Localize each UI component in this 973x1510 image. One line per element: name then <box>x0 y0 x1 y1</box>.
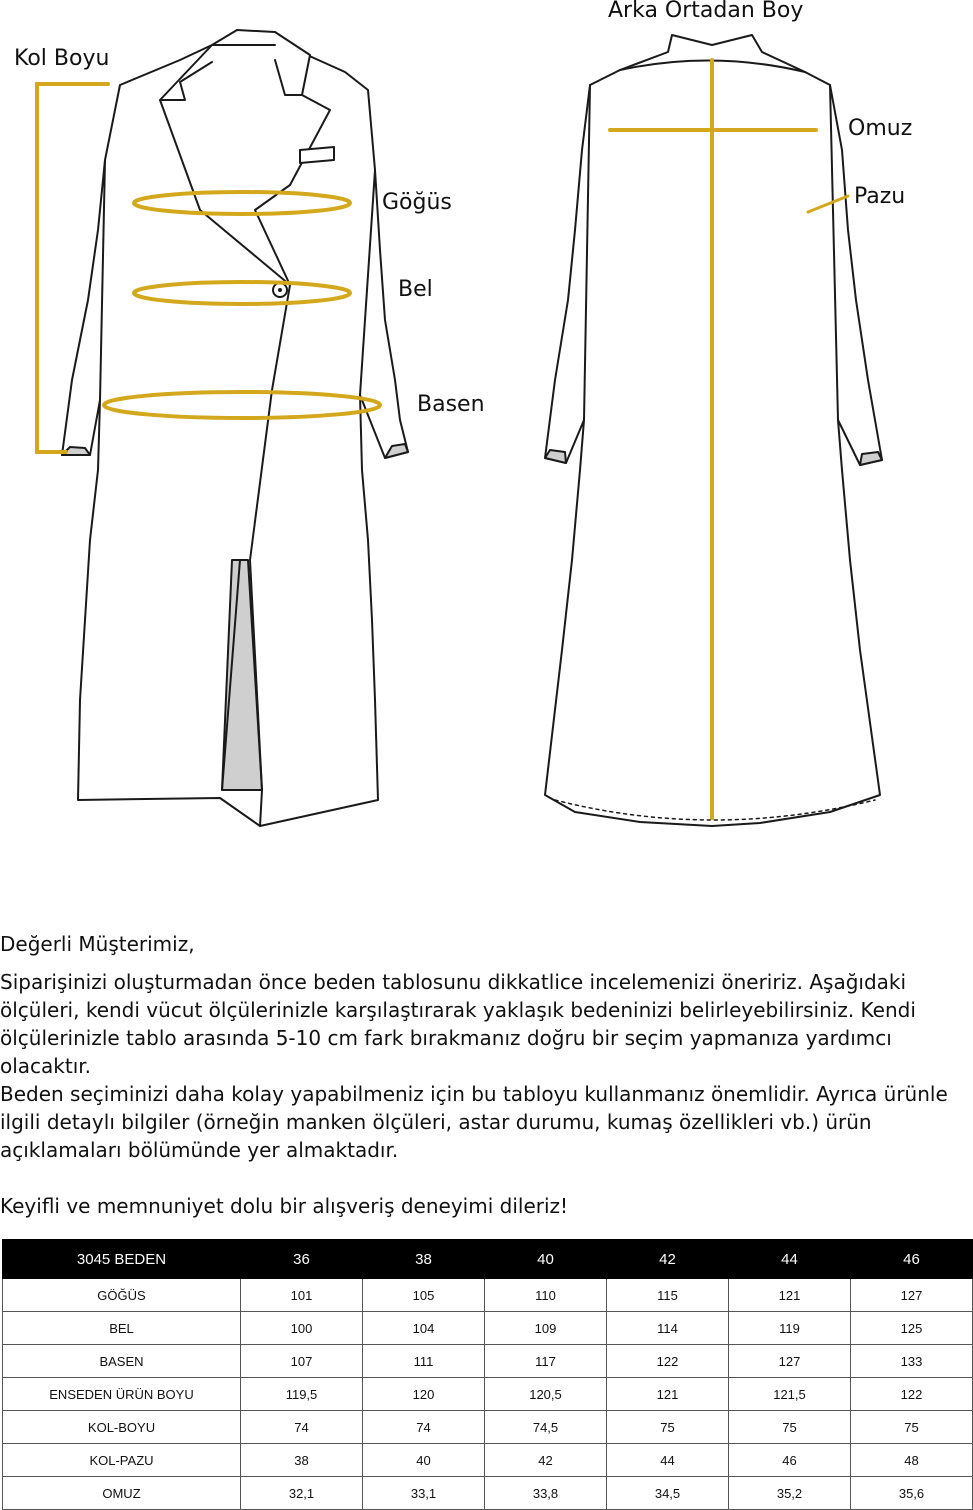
table-cell: 122 <box>851 1378 973 1411</box>
table-cell: 44 <box>607 1444 729 1477</box>
label-kol-boyu: Kol Boyu <box>14 46 110 71</box>
table-cell: BASEN <box>3 1345 241 1378</box>
table-cell: KOL-BOYU <box>3 1411 241 1444</box>
table-cell: 121 <box>607 1378 729 1411</box>
table-cell: 74 <box>241 1411 363 1444</box>
label-pazu: Pazu <box>854 184 906 209</box>
table-cell: 75 <box>851 1411 973 1444</box>
table-cell: 121 <box>729 1279 851 1312</box>
table-row <box>3 1312 973 1345</box>
table-cell: 121,5 <box>729 1378 851 1411</box>
advice-paragraph-1: Siparişinizi oluşturmadan önce beden tablosunu dikkatlice incelemenizi öneririz. Aşağıdaki ölçüleri, kendi vücut ölçülerinizle karşılaştırarak yaklaşık bedeninizi belirleyebilirsiniz. Kendi ölçülerinizle tablo arasında 5-10 cm fark bırakmanız doğru bir seçim yapmanıza yardımcı olacaktır. <box>0 970 916 1078</box>
table-cell: 120 <box>363 1378 485 1411</box>
table-cell: 38 <box>241 1444 363 1477</box>
label-basen: Basen <box>417 392 485 417</box>
table-cell: 115 <box>607 1279 729 1312</box>
table-header-cell: 38 <box>363 1240 485 1279</box>
label-bel: Bel <box>398 277 433 302</box>
table-cell: 32,1 <box>241 1477 363 1510</box>
table-cell: 117 <box>485 1345 607 1378</box>
info-text <box>0 930 973 1220</box>
greeting-text: Değerli Müşterimiz, <box>0 932 195 956</box>
table-row <box>3 1477 973 1510</box>
table-header-cell: 44 <box>729 1240 851 1279</box>
table-cell: 110 <box>485 1279 607 1312</box>
table-cell: 127 <box>851 1279 973 1312</box>
table-cell: 104 <box>363 1312 485 1345</box>
table-cell: 107 <box>241 1345 363 1378</box>
table-header-row <box>3 1240 973 1279</box>
table-cell: OMUZ <box>3 1477 241 1510</box>
front-coat-drawing <box>62 30 408 826</box>
table-cell: 48 <box>851 1444 973 1477</box>
table-cell: ENSEDEN ÜRÜN BOYU <box>3 1378 241 1411</box>
table-cell: 33,1 <box>363 1477 485 1510</box>
table-row <box>3 1345 973 1378</box>
table-cell: 75 <box>607 1411 729 1444</box>
table-cell: 119 <box>729 1312 851 1345</box>
label-arka-ortadan-boy: Arka Ortadan Boy <box>608 0 804 23</box>
table-cell: 127 <box>729 1345 851 1378</box>
table-cell: 111 <box>363 1345 485 1378</box>
table-header-cell: 36 <box>241 1240 363 1279</box>
table-cell: 114 <box>607 1312 729 1345</box>
closing-text: Keyifli ve memnuniyet dolu bir alışveriş deneyimi dileriz! <box>0 1194 569 1218</box>
table-cell: 119,5 <box>241 1378 363 1411</box>
table-header-cell: 42 <box>607 1240 729 1279</box>
table-cell: 33,8 <box>485 1477 607 1510</box>
size-chart-table <box>2 1239 973 1510</box>
table-header-cell: 3045 BEDEN <box>3 1240 241 1279</box>
table-cell: 122 <box>607 1345 729 1378</box>
table-cell: 101 <box>241 1279 363 1312</box>
table-cell: 133 <box>851 1345 973 1378</box>
table-cell: 46 <box>729 1444 851 1477</box>
table-cell: 125 <box>851 1312 973 1345</box>
table-cell: 35,2 <box>729 1477 851 1510</box>
table-cell: 100 <box>241 1312 363 1345</box>
table-cell: 75 <box>729 1411 851 1444</box>
table-cell: 74 <box>363 1411 485 1444</box>
table-cell: 105 <box>363 1279 485 1312</box>
table-header-cell: 40 <box>485 1240 607 1279</box>
table-cell: 120,5 <box>485 1378 607 1411</box>
table-cell: 35,6 <box>851 1477 973 1510</box>
table-cell: BEL <box>3 1312 241 1345</box>
table-header-cell: 46 <box>851 1240 973 1279</box>
table-cell: 40 <box>363 1444 485 1477</box>
table-cell: GÖĞÜS <box>3 1279 241 1312</box>
table-row <box>3 1411 973 1444</box>
table-row <box>3 1279 973 1312</box>
table-cell: KOL-PAZU <box>3 1444 241 1477</box>
table-cell: 42 <box>485 1444 607 1477</box>
table-cell: 109 <box>485 1312 607 1345</box>
label-gogus: Göğüs <box>382 190 452 215</box>
advice-paragraph-2: Beden seçiminizi daha kolay yapabilmeniz için bu tabloyu kullanmanız önemlidir. Ayrıca ürünle ilgili detaylı bilgiler (örneğin manken ölçüleri, astar durumu, kumaş özellikleri vb.) ürün açıklamaları bölümünde yer almaktadır. <box>0 1082 948 1162</box>
label-omuz: Omuz <box>848 116 913 141</box>
table-cell: 34,5 <box>607 1477 729 1510</box>
table-cell: 74,5 <box>485 1411 607 1444</box>
table-row <box>3 1444 973 1477</box>
table-row <box>3 1378 973 1411</box>
